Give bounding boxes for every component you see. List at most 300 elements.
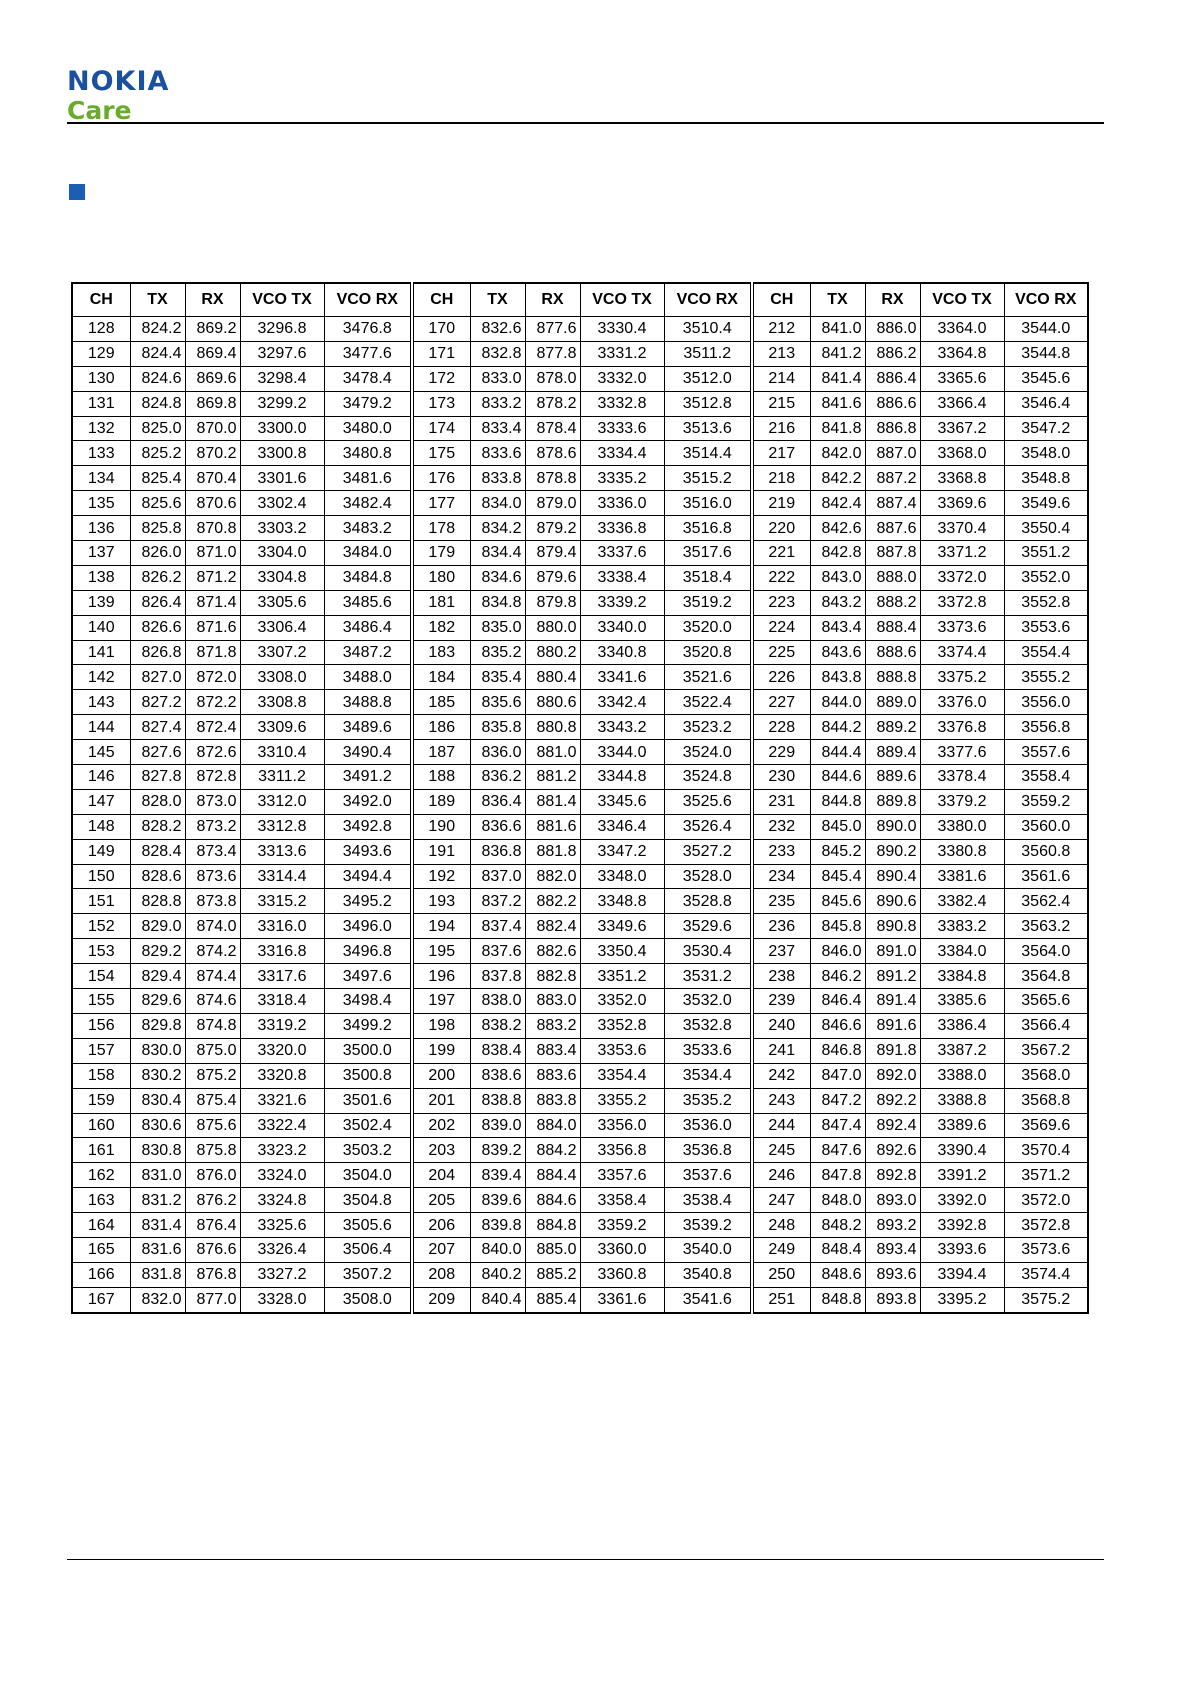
table-cell: 3512.0 xyxy=(664,366,752,391)
table-cell: 3556.0 xyxy=(1004,690,1088,715)
table-cell: 3377.6 xyxy=(920,740,1004,765)
table-cell: 3488.8 xyxy=(324,690,412,715)
table-cell: 892.2 xyxy=(865,1088,920,1113)
table-cell: 839.8 xyxy=(470,1213,525,1238)
table-cell: 3575.2 xyxy=(1004,1287,1088,1312)
table-cell: 3349.6 xyxy=(580,914,664,939)
table-cell: 845.0 xyxy=(810,814,865,839)
table-cell: 884.8 xyxy=(525,1213,580,1238)
table-cell: 827.6 xyxy=(130,740,185,765)
table-cell: 3306.4 xyxy=(240,615,324,640)
table-cell: 890.8 xyxy=(865,914,920,939)
table-cell: 3567.2 xyxy=(1004,1038,1088,1063)
table-cell: 199 xyxy=(412,1038,470,1063)
table-cell: 3526.4 xyxy=(664,814,752,839)
table-cell: 874.8 xyxy=(185,1013,240,1038)
table-cell: 3514.4 xyxy=(664,441,752,466)
table-row xyxy=(72,989,1088,1014)
table-cell: 3379.2 xyxy=(920,789,1004,814)
table-cell: 174 xyxy=(412,416,470,441)
table-cell: 3487.2 xyxy=(324,640,412,665)
table-cell: 871.8 xyxy=(185,640,240,665)
table-cell: 876.6 xyxy=(185,1237,240,1262)
table-cell: 134 xyxy=(72,466,130,491)
table-cell: 3297.6 xyxy=(240,341,324,366)
table-cell: 875.6 xyxy=(185,1113,240,1138)
table-cell: 173 xyxy=(412,391,470,416)
table-cell: 827.8 xyxy=(130,765,185,790)
table-cell: 831.2 xyxy=(130,1188,185,1213)
table-cell: 888.8 xyxy=(865,665,920,690)
table-cell: 874.4 xyxy=(185,964,240,989)
table-cell: 132 xyxy=(72,416,130,441)
table-cell: 3366.4 xyxy=(920,391,1004,416)
table-cell: 3320.0 xyxy=(240,1038,324,1063)
table-cell: 3394.4 xyxy=(920,1262,1004,1287)
table-cell: 3500.0 xyxy=(324,1038,412,1063)
table-cell: 128 xyxy=(72,317,130,342)
table-cell: 3324.8 xyxy=(240,1188,324,1213)
table-cell: 886.2 xyxy=(865,341,920,366)
table-cell: 3368.8 xyxy=(920,466,1004,491)
table-cell: 824.6 xyxy=(130,366,185,391)
table-cell: 3392.0 xyxy=(920,1188,1004,1213)
table-cell: 161 xyxy=(72,1138,130,1163)
table-cell: 3372.0 xyxy=(920,565,1004,590)
table-cell: 198 xyxy=(412,1013,470,1038)
table-row xyxy=(72,814,1088,839)
table-row xyxy=(72,317,1088,342)
table-cell: 877.6 xyxy=(525,317,580,342)
table-cell: 139 xyxy=(72,590,130,615)
table-cell: 825.6 xyxy=(130,491,185,516)
table-cell: 147 xyxy=(72,789,130,814)
table-cell: 3511.2 xyxy=(664,341,752,366)
table-cell: 207 xyxy=(412,1237,470,1262)
table-cell: 842.2 xyxy=(810,466,865,491)
table-cell: 841.8 xyxy=(810,416,865,441)
table-cell: 3384.8 xyxy=(920,964,1004,989)
table-cell: 248 xyxy=(752,1213,810,1238)
table-cell: 137 xyxy=(72,541,130,566)
table-cell: 3364.8 xyxy=(920,341,1004,366)
table-cell: 3496.8 xyxy=(324,939,412,964)
table-cell: 3502.4 xyxy=(324,1113,412,1138)
table-cell: 3498.4 xyxy=(324,989,412,1014)
table-cell: 188 xyxy=(412,765,470,790)
table-cell: 831.6 xyxy=(130,1237,185,1262)
table-cell: 3321.6 xyxy=(240,1088,324,1113)
table-cell: 3301.6 xyxy=(240,466,324,491)
table-cell: 879.8 xyxy=(525,590,580,615)
table-cell: 221 xyxy=(752,541,810,566)
table-row xyxy=(72,1088,1088,1113)
table-cell: 189 xyxy=(412,789,470,814)
table-row xyxy=(72,1237,1088,1262)
table-cell: 875.0 xyxy=(185,1038,240,1063)
table-cell: 144 xyxy=(72,715,130,740)
table-row xyxy=(72,491,1088,516)
table-cell: 3556.8 xyxy=(1004,715,1088,740)
table-cell: 3492.0 xyxy=(324,789,412,814)
table-cell: 3537.6 xyxy=(664,1163,752,1188)
table-cell: 3314.4 xyxy=(240,864,324,889)
table-cell: 213 xyxy=(752,341,810,366)
table-cell: 233 xyxy=(752,839,810,864)
table-cell: 240 xyxy=(752,1013,810,1038)
table-cell: 164 xyxy=(72,1213,130,1238)
table-cell: 827.2 xyxy=(130,690,185,715)
table-cell: 3480.0 xyxy=(324,416,412,441)
table-cell: 3380.0 xyxy=(920,814,1004,839)
table-cell: 3383.2 xyxy=(920,914,1004,939)
table-cell: 892.4 xyxy=(865,1113,920,1138)
table-cell: 844.4 xyxy=(810,740,865,765)
table-cell: 3561.6 xyxy=(1004,864,1088,889)
table-cell: 884.6 xyxy=(525,1188,580,1213)
table-cell: 209 xyxy=(412,1287,470,1312)
table-cell: 3395.2 xyxy=(920,1287,1004,1312)
table-cell: 885.4 xyxy=(525,1287,580,1312)
table-cell: 843.4 xyxy=(810,615,865,640)
table-cell: 228 xyxy=(752,715,810,740)
table-cell: 3532.0 xyxy=(664,989,752,1014)
table-cell: 3333.6 xyxy=(580,416,664,441)
table-cell: 872.0 xyxy=(185,665,240,690)
table-cell: 870.2 xyxy=(185,441,240,466)
table-cell: 875.4 xyxy=(185,1088,240,1113)
table-cell: 192 xyxy=(412,864,470,889)
table-cell: 3557.6 xyxy=(1004,740,1088,765)
table-cell: 878.8 xyxy=(525,466,580,491)
table-cell: 826.4 xyxy=(130,590,185,615)
table-row xyxy=(72,964,1088,989)
table-cell: 3317.6 xyxy=(240,964,324,989)
table-cell: 3540.8 xyxy=(664,1262,752,1287)
table-cell: 3520.8 xyxy=(664,640,752,665)
table-cell: 200 xyxy=(412,1063,470,1088)
table-row xyxy=(72,565,1088,590)
table-cell: 886.6 xyxy=(865,391,920,416)
table-cell: 3524.8 xyxy=(664,765,752,790)
table-cell: 3489.6 xyxy=(324,715,412,740)
table-cell: 871.2 xyxy=(185,565,240,590)
table-cell: 3322.4 xyxy=(240,1113,324,1138)
table-cell: 891.4 xyxy=(865,989,920,1014)
table-cell: 875.2 xyxy=(185,1063,240,1088)
column-header: VCO RX xyxy=(1004,283,1088,317)
table-cell: 880.0 xyxy=(525,615,580,640)
table-row xyxy=(72,839,1088,864)
table-cell: 247 xyxy=(752,1188,810,1213)
table-cell: 887.6 xyxy=(865,516,920,541)
table-cell: 3365.6 xyxy=(920,366,1004,391)
table-cell: 3545.6 xyxy=(1004,366,1088,391)
table-cell: 3381.6 xyxy=(920,864,1004,889)
table-cell: 837.6 xyxy=(470,939,525,964)
table-cell: 847.4 xyxy=(810,1113,865,1138)
table-cell: 883.6 xyxy=(525,1063,580,1088)
table-cell: 204 xyxy=(412,1163,470,1188)
table-cell: 836.2 xyxy=(470,765,525,790)
column-header: CH xyxy=(752,283,810,317)
table-cell: 891.2 xyxy=(865,964,920,989)
table-cell: 3335.2 xyxy=(580,466,664,491)
table-cell: 3559.2 xyxy=(1004,789,1088,814)
table-cell: 3523.2 xyxy=(664,715,752,740)
table-cell: 223 xyxy=(752,590,810,615)
table-cell: 3346.4 xyxy=(580,814,664,839)
table-cell: 3351.2 xyxy=(580,964,664,989)
table-cell: 3486.4 xyxy=(324,615,412,640)
table-cell: 840.2 xyxy=(470,1262,525,1287)
table-cell: 3565.6 xyxy=(1004,989,1088,1014)
table-cell: 873.0 xyxy=(185,789,240,814)
table-cell: 197 xyxy=(412,989,470,1014)
table-cell: 3550.4 xyxy=(1004,516,1088,541)
table-cell: 872.6 xyxy=(185,740,240,765)
table-cell: 3348.8 xyxy=(580,889,664,914)
table-cell: 3300.0 xyxy=(240,416,324,441)
table-row xyxy=(72,1138,1088,1163)
table-cell: 826.8 xyxy=(130,640,185,665)
table-cell: 3312.0 xyxy=(240,789,324,814)
table-cell: 140 xyxy=(72,615,130,640)
table-cell: 841.6 xyxy=(810,391,865,416)
table-cell: 3304.8 xyxy=(240,565,324,590)
table-cell: 832.8 xyxy=(470,341,525,366)
table-cell: 3373.6 xyxy=(920,615,1004,640)
table-cell: 3361.6 xyxy=(580,1287,664,1312)
table-cell: 888.2 xyxy=(865,590,920,615)
table-cell: 891.8 xyxy=(865,1038,920,1063)
table-cell: 3344.0 xyxy=(580,740,664,765)
column-header: CH xyxy=(72,283,130,317)
table-cell: 841.4 xyxy=(810,366,865,391)
table-cell: 3485.6 xyxy=(324,590,412,615)
column-header: VCO TX xyxy=(240,283,324,317)
table-cell: 3528.8 xyxy=(664,889,752,914)
column-header: RX xyxy=(525,283,580,317)
nokia-care-logo xyxy=(67,68,169,125)
table-cell: 842.4 xyxy=(810,491,865,516)
column-header: TX xyxy=(470,283,525,317)
table-cell: 841.0 xyxy=(810,317,865,342)
table-cell: 893.0 xyxy=(865,1188,920,1213)
table-row xyxy=(72,541,1088,566)
table-cell: 162 xyxy=(72,1163,130,1188)
table-cell: 185 xyxy=(412,690,470,715)
table-cell: 841.2 xyxy=(810,341,865,366)
table-cell: 831.0 xyxy=(130,1163,185,1188)
table-cell: 3481.6 xyxy=(324,466,412,491)
table-cell: 172 xyxy=(412,366,470,391)
table-cell: 184 xyxy=(412,665,470,690)
table-cell: 3376.8 xyxy=(920,715,1004,740)
table-cell: 245 xyxy=(752,1138,810,1163)
table-cell: 3478.4 xyxy=(324,366,412,391)
table-cell: 3320.8 xyxy=(240,1063,324,1088)
column-header: RX xyxy=(185,283,240,317)
table-cell: 848.2 xyxy=(810,1213,865,1238)
table-cell: 3303.2 xyxy=(240,516,324,541)
table-cell: 829.8 xyxy=(130,1013,185,1038)
table-cell: 3350.4 xyxy=(580,939,664,964)
table-cell: 3519.2 xyxy=(664,590,752,615)
table-cell: 826.2 xyxy=(130,565,185,590)
table-cell: 186 xyxy=(412,715,470,740)
table-cell: 3308.8 xyxy=(240,690,324,715)
table-cell: 3491.2 xyxy=(324,765,412,790)
table-cell: 3548.8 xyxy=(1004,466,1088,491)
table-cell: 833.0 xyxy=(470,366,525,391)
table-cell: 825.8 xyxy=(130,516,185,541)
table-cell: 3506.4 xyxy=(324,1237,412,1262)
table-cell: 3529.6 xyxy=(664,914,752,939)
table-cell: 3483.2 xyxy=(324,516,412,541)
table-cell: 190 xyxy=(412,814,470,839)
table-cell: 3528.0 xyxy=(664,864,752,889)
table-cell: 195 xyxy=(412,939,470,964)
table-cell: 3308.0 xyxy=(240,665,324,690)
table-cell: 3356.8 xyxy=(580,1138,664,1163)
table-cell: 893.2 xyxy=(865,1213,920,1238)
table-cell: 3544.0 xyxy=(1004,317,1088,342)
table-cell: 869.2 xyxy=(185,317,240,342)
table-cell: 880.8 xyxy=(525,715,580,740)
table-cell: 844.0 xyxy=(810,690,865,715)
table-cell: 3534.4 xyxy=(664,1063,752,1088)
header-rule xyxy=(67,122,1104,124)
table-row xyxy=(72,789,1088,814)
table-row xyxy=(72,864,1088,889)
table-cell: 878.4 xyxy=(525,416,580,441)
column-header: CH xyxy=(412,283,470,317)
table-cell: 831.8 xyxy=(130,1262,185,1287)
table-cell: 828.0 xyxy=(130,789,185,814)
table-cell: 222 xyxy=(752,565,810,590)
table-cell: 3316.0 xyxy=(240,914,324,939)
table-cell: 3390.4 xyxy=(920,1138,1004,1163)
table-row xyxy=(72,516,1088,541)
table-cell: 846.2 xyxy=(810,964,865,989)
table-cell: 869.4 xyxy=(185,341,240,366)
table-row xyxy=(72,640,1088,665)
table-row xyxy=(72,391,1088,416)
table-cell: 158 xyxy=(72,1063,130,1088)
table-row xyxy=(72,466,1088,491)
logo-care-text: Care xyxy=(67,96,132,125)
table-cell: 891.0 xyxy=(865,939,920,964)
table-cell: 149 xyxy=(72,839,130,864)
table-cell: 890.4 xyxy=(865,864,920,889)
column-header: TX xyxy=(130,283,185,317)
table-cell: 3332.0 xyxy=(580,366,664,391)
table-cell: 838.8 xyxy=(470,1088,525,1113)
table-row xyxy=(72,1262,1088,1287)
table-cell: 225 xyxy=(752,640,810,665)
table-cell: 3569.6 xyxy=(1004,1113,1088,1138)
table-cell: 883.2 xyxy=(525,1013,580,1038)
table-cell: 831.4 xyxy=(130,1213,185,1238)
table-cell: 131 xyxy=(72,391,130,416)
table-cell: 3371.2 xyxy=(920,541,1004,566)
table-cell: 3353.6 xyxy=(580,1038,664,1063)
table-cell: 3338.4 xyxy=(580,565,664,590)
table-cell: 848.0 xyxy=(810,1188,865,1213)
table-cell: 3331.2 xyxy=(580,341,664,366)
table-cell: 877.0 xyxy=(185,1287,240,1312)
table-cell: 3324.0 xyxy=(240,1163,324,1188)
table-cell: 3375.2 xyxy=(920,665,1004,690)
table-cell: 3360.8 xyxy=(580,1262,664,1287)
table-cell: 835.4 xyxy=(470,665,525,690)
table-cell: 3367.2 xyxy=(920,416,1004,441)
table-cell: 3501.6 xyxy=(324,1088,412,1113)
table-cell: 885.2 xyxy=(525,1262,580,1287)
table-cell: 883.4 xyxy=(525,1038,580,1063)
table-cell: 3521.6 xyxy=(664,665,752,690)
table-cell: 890.0 xyxy=(865,814,920,839)
table-cell: 891.6 xyxy=(865,1013,920,1038)
table-cell: 835.0 xyxy=(470,615,525,640)
table-cell: 3560.8 xyxy=(1004,839,1088,864)
table-cell: 3553.6 xyxy=(1004,615,1088,640)
table-cell: 196 xyxy=(412,964,470,989)
section-bullet-icon xyxy=(69,184,85,200)
table-cell: 882.2 xyxy=(525,889,580,914)
table-cell: 234 xyxy=(752,864,810,889)
table-cell: 206 xyxy=(412,1213,470,1238)
table-cell: 3525.6 xyxy=(664,789,752,814)
table-row xyxy=(72,366,1088,391)
table-cell: 876.4 xyxy=(185,1213,240,1238)
table-cell: 214 xyxy=(752,366,810,391)
table-cell: 170 xyxy=(412,317,470,342)
table-cell: 3492.8 xyxy=(324,814,412,839)
table-cell: 202 xyxy=(412,1113,470,1138)
table-cell: 3328.0 xyxy=(240,1287,324,1312)
table-cell: 3313.6 xyxy=(240,839,324,864)
table-cell: 3318.4 xyxy=(240,989,324,1014)
table-cell: 3507.2 xyxy=(324,1262,412,1287)
table-cell: 875.8 xyxy=(185,1138,240,1163)
table-cell: 3513.6 xyxy=(664,416,752,441)
table-cell: 835.2 xyxy=(470,640,525,665)
table-cell: 889.8 xyxy=(865,789,920,814)
table-cell: 3296.8 xyxy=(240,317,324,342)
table-cell: 886.8 xyxy=(865,416,920,441)
table-row xyxy=(72,590,1088,615)
table-cell: 889.4 xyxy=(865,740,920,765)
table-cell: 3298.4 xyxy=(240,366,324,391)
table-cell: 208 xyxy=(412,1262,470,1287)
table-cell: 838.4 xyxy=(470,1038,525,1063)
table-cell: 3384.0 xyxy=(920,939,1004,964)
table-cell: 836.6 xyxy=(470,814,525,839)
table-cell: 840.0 xyxy=(470,1237,525,1262)
table-cell: 870.8 xyxy=(185,516,240,541)
table-cell: 3340.8 xyxy=(580,640,664,665)
table-cell: 890.6 xyxy=(865,889,920,914)
table-cell: 845.2 xyxy=(810,839,865,864)
table-cell: 837.0 xyxy=(470,864,525,889)
table-cell: 878.6 xyxy=(525,441,580,466)
table-cell: 836.0 xyxy=(470,740,525,765)
table-cell: 887.0 xyxy=(865,441,920,466)
table-cell: 3548.0 xyxy=(1004,441,1088,466)
table-cell: 873.2 xyxy=(185,814,240,839)
